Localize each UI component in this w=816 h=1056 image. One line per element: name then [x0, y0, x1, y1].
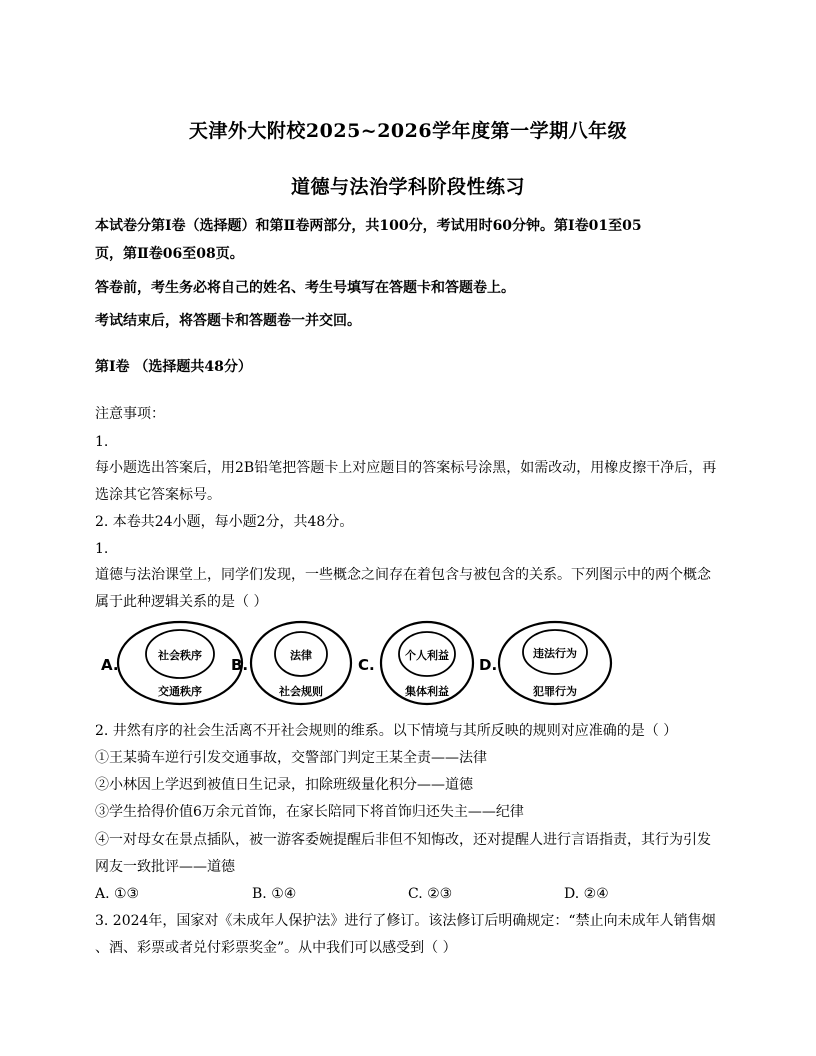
instruction-line-1: 本试卷分第Ⅰ卷（选择题）和第Ⅱ卷两部分，共100分，考试用时60分钟。第Ⅰ卷01至05 — [95, 218, 642, 234]
option-c-letter: C. — [358, 656, 375, 674]
option-b-inner-label: 法律 — [290, 649, 312, 662]
question-2-option-c[interactable]: C. ②③ — [408, 886, 453, 902]
note-1-line-1: 每小题选出答案后，用2B铅笔把答题卡上对应题目的答案标号涂黑，如需改动，用橡皮擦干净后，再 — [95, 460, 717, 476]
exam-title-line1: 天津外大附校2025~2026学年度第一学期八年级 — [188, 120, 628, 142]
question-2-option-b[interactable]: B. ①④ — [252, 886, 297, 902]
option-c-outer-label: 集体利益 — [405, 685, 449, 698]
question-2-item-2: ②小林因上学迟到被值日生记录，扣除班级量化积分——道德 — [95, 777, 473, 793]
option-a-inner-label: 社会秩序 — [158, 649, 202, 662]
section-heading: 第Ⅰ卷 （选择题共48分） — [95, 359, 252, 375]
option-b-outer-label: 社会规则 — [279, 685, 323, 698]
question-2-option-d[interactable]: D. ②④ — [564, 886, 609, 902]
note-1-line-2: 选涂其它答案标号。 — [95, 487, 221, 503]
question-2-item-4-line-1: ④一对母女在景点插队，被一游客委婉提醒后非但不知悔改，还对提醒人进行言语指责，其行为引发 — [95, 832, 711, 848]
question-1-stem-line-2: 属于此种逻辑关系的是（ ） — [95, 594, 268, 610]
instruction-line-4: 考试结束后，将答题卡和答题卷一并交回。 — [95, 313, 361, 329]
question-2-item-4-line-2: 网友一致批评——道德 — [95, 859, 235, 875]
option-a-outer-label: 交通秩序 — [158, 685, 202, 698]
note-1-number: 1. — [95, 434, 109, 450]
instruction-line-2: 页，第Ⅱ卷06至08页。 — [95, 246, 244, 262]
question-2-item-3: ③学生拾得价值6万余元首饰，在家长陪同下将首饰归还失主——纪律 — [95, 804, 524, 820]
question-3-stem-line-2: 、酒、彩票或者兑付彩票奖金”。从中我们可以感受到（ ） — [95, 940, 457, 956]
option-a-letter: A. — [101, 656, 119, 674]
instruction-line-3: 答卷前，考生务必将自己的姓名、考生号填写在答题卡和答题卷上。 — [95, 280, 515, 296]
question-3-stem-line-1: 3. 2024年，国家对《未成年人保护法》进行了修订。该法修订后明确规定：“禁止向未成年人销售烟 — [95, 913, 716, 929]
question-1-number: 1. — [95, 541, 109, 557]
option-d-outer-label: 犯罪行为 — [533, 685, 577, 698]
question-1-stem-line-1: 道德与法治课堂上，同学们发现，一些概念之间存在着包含与被包含的关系。下列图示中的两个概念 — [95, 567, 711, 583]
concept-circles-diagram — [95, 618, 625, 708]
exam-title-line2: 道德与法治学科阶段性练习 — [290, 176, 525, 198]
question-2-stem: 2. 井然有序的社会生活离不开社会规则的维系。以下情境与其所反映的规则对应准确的是（ ） — [95, 723, 678, 739]
notes-title: 注意事项： — [95, 406, 165, 422]
option-b-letter: B. — [231, 656, 249, 674]
option-d-letter: D. — [479, 656, 498, 674]
question-2-item-1: ①王某骑车逆行引发交通事故，交警部门判定王某全责——法律 — [95, 750, 487, 766]
question-2-option-a[interactable]: A. ①③ — [95, 886, 140, 902]
note-2: 2. 本卷共24小题，每小题2分，共48分。 — [95, 514, 354, 530]
option-c-inner-label: 个人利益 — [405, 649, 449, 662]
option-d-inner-label: 违法行为 — [533, 647, 577, 660]
